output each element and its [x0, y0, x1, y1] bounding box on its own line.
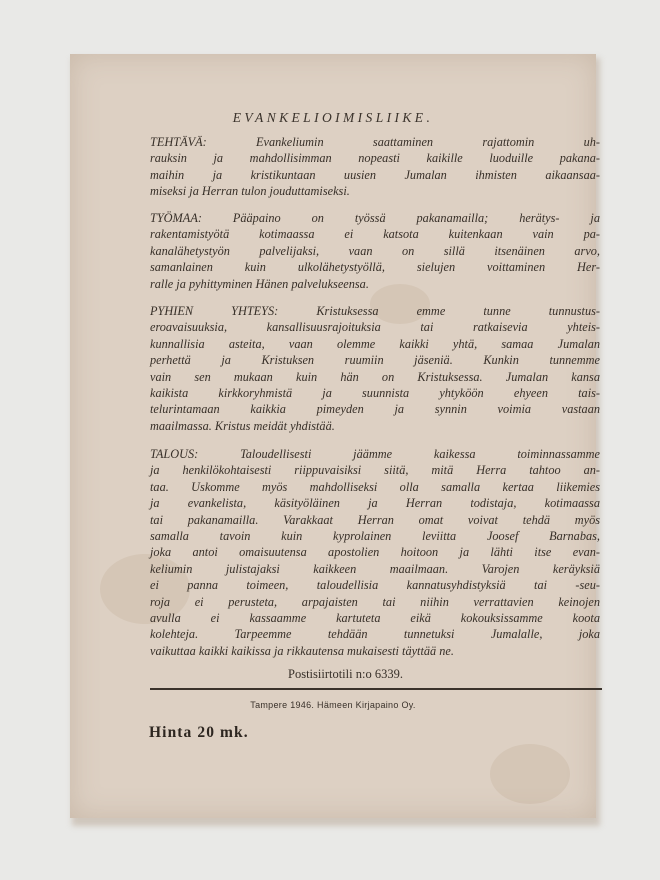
section-pyhien-yhteys [150, 303, 600, 434]
text-line: rakentamistyötä kotimaassa ei katsota kuitenkaan vain pa- [150, 227, 600, 242]
text-line: ei panna toimeen, taloudellisia kannatusyhdistyksiä tai -seu- [150, 578, 600, 593]
text-line: kanalähetystyön palvelijaksi, vaan on sillä itsenäinen arvo, [150, 243, 600, 258]
section-tyomaa [150, 210, 600, 292]
text-line: PYHIEN YHTEYS: Kristuksessa emme tunne tunnustus- [150, 304, 600, 318]
postal-account: Postisiirtotili n:o 6339. [288, 667, 403, 681]
text-line: joka antoi omaisuutensa apostolien hoitoon ja lähti itse evan- [150, 545, 600, 560]
divider-rule [150, 688, 602, 690]
text-line: samanlainen kuin ulkolähetystyöllä, sielujen voittaminen Her- [150, 260, 600, 275]
book-back-cover [70, 54, 600, 818]
text-line: tai pakanamailla. Varakkaat Herran omat voivat tehdä myös [150, 512, 600, 527]
text-line: TYÖMAA: Pääpaino on työssä pakanamailla; herätys- ja [150, 211, 600, 225]
text-line: keliumin julistajaksi kaikkeen maailmaan. Varojen keräyksiä [150, 561, 600, 576]
text-line: vain sen mukaan kuin hän on Kristuksessa. Jumalan kansa [150, 369, 600, 384]
paper-stain [490, 744, 570, 804]
text-line: perhettä ja Kristuksen ruumiin jäseniä. Kunkin tunnemme [150, 353, 600, 368]
printer-imprint: Tampere 1946. Hämeen Kirjapaino Oy. [250, 700, 416, 710]
text-line: kaikista kirkkoryhmistä ja suunnista yhtyköön ehyeen tais- [150, 386, 600, 401]
text-line: maailmassa. Kristus meidät yhdistää. [150, 418, 335, 433]
text-line: avulla ei kassaamme kartuteta eikä kokouksissamme koota [150, 611, 600, 626]
text-line: ralle ja pyhittyminen Hänen palvelukseensa. [150, 276, 369, 291]
text-line: vaikuttaa kaikki kaikissa ja rikkautensa mukaisesti täyttää ne. [150, 643, 454, 658]
text-line: rauksin ja mahdollisimman nopeasti kaikille luoduille pakana- [150, 151, 600, 166]
text-line: miseksi ja Herran tulon jouduttamiseksi. [150, 184, 350, 199]
text-line: roja ei perusteta, arpajaisten tai niihin verrattavien keinojen [150, 594, 600, 609]
price-label: Hinta 20 mk. [149, 724, 249, 741]
section-tehtava [150, 134, 600, 200]
text-line: kolehteja. Tarpeemme tehdään tunnetuksi Jumalalle, joka [150, 627, 600, 642]
text-line: ja henkilökohtaisesti riippuvaisiksi siitä, mitä Herra tahtoo an- [150, 463, 600, 478]
text-line: kunnallisia asteita, vaan olemme kaikki yhtä, samaa Jumalan [150, 336, 600, 351]
text-line: eroavaisuuksia, kansallisuusrajoituksia tai ratkaisevia yhteis- [150, 320, 600, 335]
section-talous [150, 446, 600, 659]
text-line: taa. Uskomme myös mahdolliseksi olla samalla kertaa liikemies [150, 479, 600, 494]
text-line: telurintamaan kaikkia pimeyden ja synnin voimia vastaan [150, 402, 600, 417]
text-line: TEHTÄVÄ: Evankeliumin saattaminen rajattomin uh- [150, 135, 600, 149]
text-line: samalla tavoin kuin kyprolainen leviitta Joosef Barnabas, [150, 529, 600, 544]
text-line: maihin ja kristikuntaan uusien Jumalan ihmisten aikaansaa- [150, 167, 600, 182]
text-line: ja evankelista, käsityöläinen ja Herran todistaja, kotimaassa [150, 496, 600, 511]
page-heading: EVANKELIOIMISLIIKE. [232, 110, 434, 125]
text-line: TALOUS: Taloudellisesti jäämme kaikessa toiminnassamme [150, 447, 600, 461]
